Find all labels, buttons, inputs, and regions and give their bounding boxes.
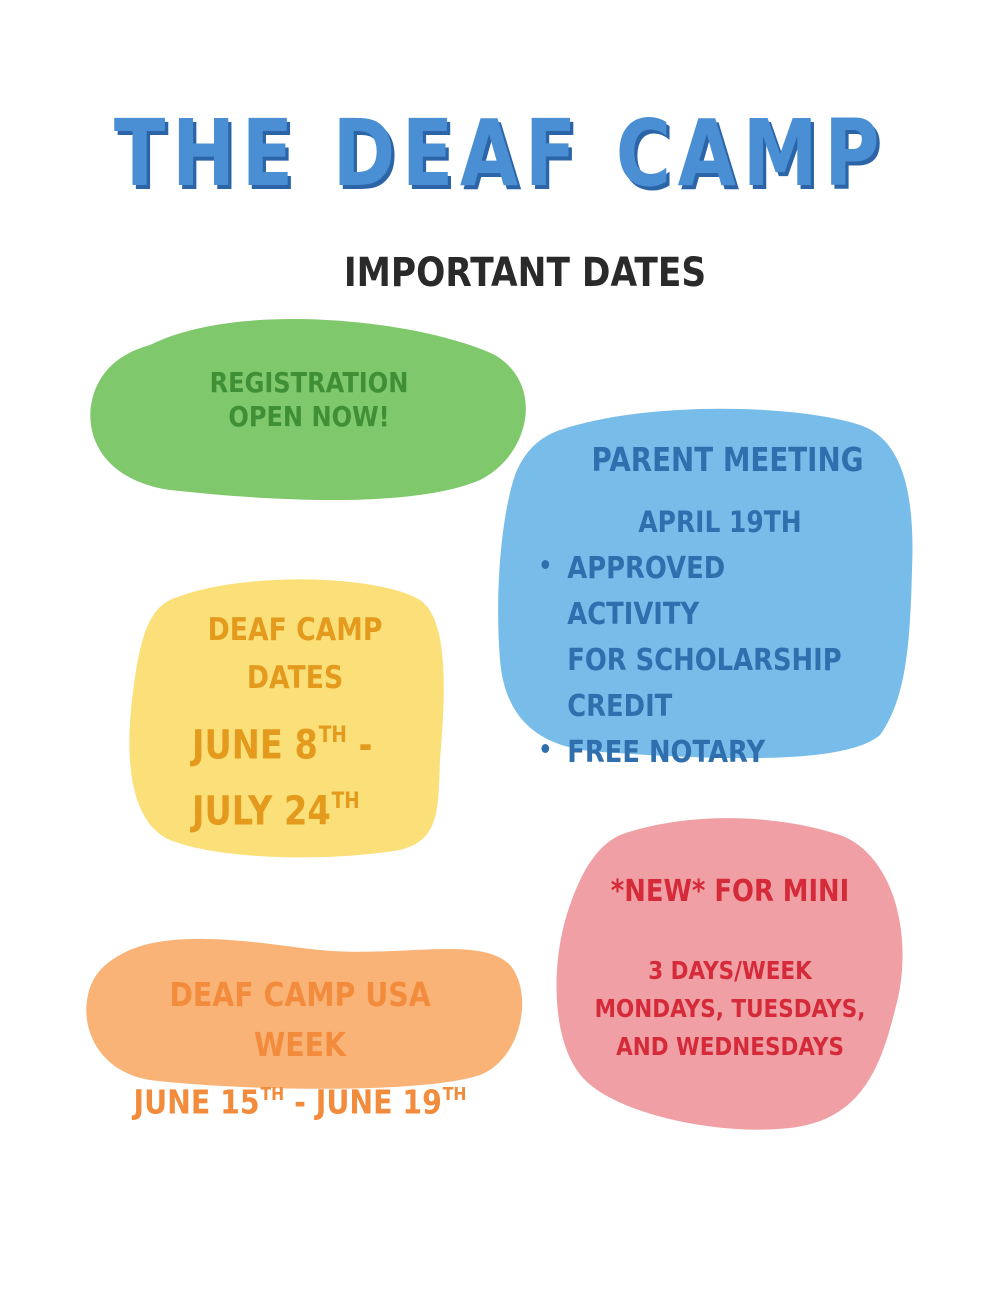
bullet-dot-icon — [541, 744, 549, 753]
camp-dates-block — [179, 606, 411, 702]
camp-start-date: JUNE 8 — [192, 722, 318, 769]
usa-week-dates — [128, 1070, 472, 1128]
parent-meeting-heading: PARENT MEETING — [591, 440, 864, 479]
bullet-line: FOR SCHOLARSHIP — [567, 643, 842, 678]
mini-line-1: 3 DAYS/WEEK — [648, 956, 812, 985]
bullet-line: FREE NOTARY — [567, 735, 766, 770]
bullet-line: APPROVED ACTIVITY — [567, 551, 726, 632]
mini-line-3: AND WEDNESDAYS — [616, 1032, 844, 1061]
bullet-approved-activity — [538, 546, 848, 730]
usa-week-start-suffix: TH — [260, 1084, 285, 1105]
camp-date-dash: - — [346, 722, 373, 769]
usa-week-end: JUNE 19 — [315, 1082, 442, 1122]
usa-week-end-suffix: TH — [442, 1084, 467, 1105]
parent-meeting-details — [538, 546, 848, 776]
bullet-dot-icon — [541, 560, 549, 569]
registration-line-2: OPEN NOW! — [228, 399, 390, 433]
usa-week-dash: - — [284, 1082, 316, 1122]
camp-dates-end — [192, 774, 436, 840]
bullet-free-notary — [538, 730, 848, 776]
usa-week-title: DEAF CAMP USA WEEK — [169, 975, 431, 1064]
page-subtitle: IMPORTANT DATES — [343, 250, 707, 296]
camp-dates-range — [192, 708, 436, 839]
parent-meeting-date: APRIL 19TH — [638, 505, 802, 539]
page-title: THE DEAF CAMP — [113, 100, 887, 207]
camp-dates-start — [192, 708, 436, 774]
mini-heading: *NEW* FOR MINI — [610, 874, 850, 909]
registration-line-1: REGISTRATION — [209, 366, 409, 399]
mini-line-2: MONDAYS, TUESDAYS, — [594, 994, 866, 1023]
camp-dates-line-2: DATES — [246, 660, 344, 696]
usa-week-block — [128, 970, 472, 1128]
camp-dates-line-1: DEAF CAMP — [207, 612, 383, 648]
parent-meeting-bullets — [538, 546, 848, 776]
bullet-line: CREDIT — [567, 689, 673, 724]
usa-week-start: JUNE 15 — [133, 1082, 260, 1122]
camp-end-date: JULY 24 — [192, 788, 331, 834]
registration-block — [172, 366, 445, 433]
camp-start-suffix: TH — [318, 723, 347, 748]
mini-details — [588, 952, 872, 1066]
camp-end-suffix: TH — [331, 788, 360, 814]
